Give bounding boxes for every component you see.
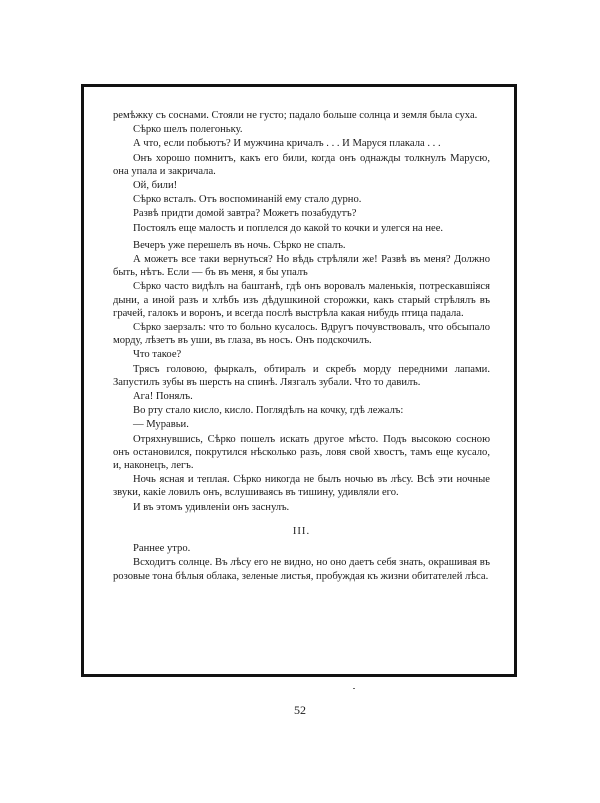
paragraph: Всходитъ солнце. Въ лѣсу его не видно, но оно даетъ себя знать, окрашивая въ розовые тона бѣлыя облака, зеленые листья, пробуждая къ жизни обитателей лѣса. <box>113 557 490 582</box>
paragraph: Что такое? <box>133 349 182 361</box>
paragraph: Постоялъ еще малость и поплелся до какой то кочки и улегся на нее. <box>133 222 444 234</box>
page-number: 52 <box>294 703 306 717</box>
paragraph: Раннее утро. <box>133 543 191 555</box>
page-text <box>113 109 490 583</box>
print-speck <box>353 688 355 689</box>
paragraph: Во рту стало кисло, кисло. Поглядѣлъ на кочку, гдѣ лежалъ: <box>133 405 404 417</box>
paragraph: И въ этомъ удивленіи онъ заснулъ. <box>133 501 290 513</box>
paragraph: Вечеръ уже перешелъ въ ночь. Сѣрко не спалъ. <box>133 239 346 251</box>
paragraph: Ага! Понялъ. <box>133 391 193 403</box>
paragraph: ремѣжку съ соснами. Стояли не густо; падало больше солнца и земля была суха. <box>113 110 478 121</box>
paragraph: Ночь ясная и теплая. Сѣрко никогда не былъ ночью въ лѣсу. Всѣ эти ночные звуки, какіе ловилъ онъ, вслушиваясь въ тишину, удивляли его. <box>113 474 490 499</box>
paragraph: Отряхнувшись, Сѣрко пошелъ искать другое мѣсто. Подъ высокою сосною онъ остановился, покрутился нѣсколько разъ, ловя свой хвостъ, тамъ еще кусало, и, наконецъ, легъ. <box>113 433 490 472</box>
chapter-heading: III. <box>292 525 311 537</box>
paragraph: Сѣрко часто видѣлъ на баштанѣ, гдѣ онъ воровалъ маленькія, потрескавшіяся дыни, а иной разъ и хлѣбъ изъ дѣдушкиной сторожки, какъ старый стрѣлялъ въ грачей, галокъ и воронъ, и всегда послѣ выстрѣла какая нибудь птица падала. <box>113 281 490 319</box>
paragraph: Онъ хорошо помнитъ, какъ его били, когда онъ однажды толкнулъ Марусю, она упала и закричала. <box>113 152 490 177</box>
paragraph: Сѣрко всталъ. Отъ воспоминаній ему стало дурно. <box>133 194 362 206</box>
paragraph: Сѣрко шелъ полегоньку. <box>133 124 243 136</box>
paragraph: А можетъ все таки вернуться? Но вѣдь стрѣляли же! Развѣ въ меня? Должно быть, нѣтъ. Если — бъ въ меня, я бы упалъ <box>113 254 490 279</box>
paragraph: А что, если побьютъ? И мужчина кричалъ . . . И Маруся плакала . . . <box>133 138 441 150</box>
paragraph: Развѣ придти домой завтра? Можетъ позабудутъ? <box>133 208 357 220</box>
paragraph: Трясъ головою, фыркалъ, обтиралъ и скребъ морду передними лапами. Запустилъ зубы въ шерсть на спинѣ. Лязгалъ зубали. Что то давилъ. <box>113 363 490 388</box>
paragraph: — Муравьи. <box>133 419 189 431</box>
paragraph: Сѣрко заерзалъ: что то больно кусалось. Вдругъ почувствовалъ, что обсыпало морду, лѣзетъ въ уши, въ глаза, въ носъ. Онъ подскочилъ. <box>113 322 490 347</box>
paragraph: Ой, били! <box>133 180 178 192</box>
